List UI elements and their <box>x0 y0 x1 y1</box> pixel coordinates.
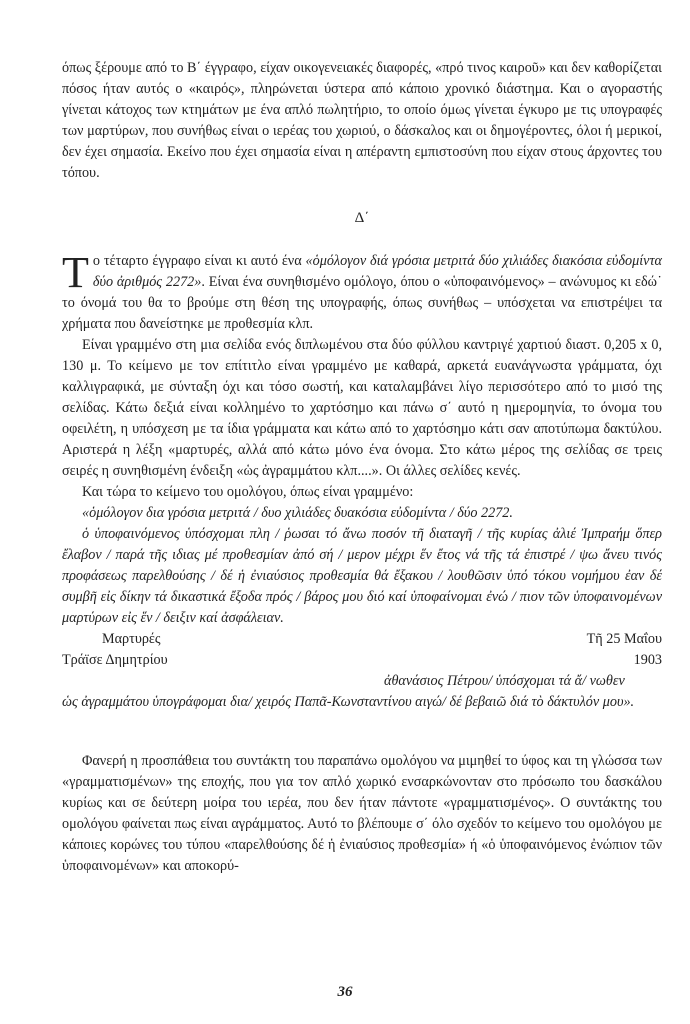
promissory-note-quote <box>62 503 662 713</box>
section-p1-quote: «ὁμόλογον διά γρόσια μετριτά δύο χιλιάδες διακόσια εὐδομίντα δύο ἀριθμός 2272» <box>92 253 662 290</box>
section-third-paragraph: Και τώρα το κείμενο του ομολόγου, όπως είναι γραμμένο: <box>82 484 414 500</box>
section-first-paragraph <box>62 248 662 335</box>
spacer <box>62 713 662 751</box>
section-heading: Δ΄ <box>354 210 370 226</box>
section-second-paragraph: Είναι γραμμένο στη μια σελίδα ενός διπλωμένου στα δύο φύλλου καντριγέ χαρτιού διαστ. 0,205 x 0, 130 μ. Το κείμενο με τον επίτιτλο είναι γραμμένο με καθαρά, αρκετά ευανάγνωστα γράμματα, όχι καλλιγραφικά, με σύνταξη όχι και τόσο σωστή, και καταλαμβάνει λίγο περισσότερο από το μισό της σελίδας. Κάτω δεξιά είναι κολλημένο το χαρτόσημο και πάνω σ΄ αυτό η ημερομηνία, το όνομα του οφειλέτη, η υπόσχεση με τα ίδια γράμματα και κάτω από το χαρτόσημο κάτι σαν αποτύπωμα δακτύλου. Αριστερά η λέξη «μαρτυρές, αλλά από κάτω μόνο ένα όνομα. Στο κάτω μέρος της σελίδας σε τρεις σειρές η συνηθισμένη ένδειξη «ὡς ἀγραμμάτου κλπ....». Οι άλλες σελίδες κενές. <box>62 337 662 479</box>
quote-body: ὁ ὑποφαινόμενος ὑπόσχομαι πλη / ῥωσαι τό ἄνω ποσόν τῆ διαταγῆ / τῆς κυρίας ἀλιέ Ἰμπραήμ ὅπερ ἔλαβον / παρά τῆς ιδιας μέ προθεσμίαν ἀπό σή / μερον μέχρι ἕν ἔτος νά τῆς τά ἐπιστρέ / ψω ἄνευ τινός προφάσεως παρελθούσης / δέ ἡ ἐνιαύσιος προθεσμία θά ἔξακου / λουθῶσιν ὑπό τόκου νομήμου ἐαν δέ συμβῆ εἰς δίκην τά δικαστικά ἔξοδα πρός / βάρος μου διό καί ὑποφαίνομαι ἐνώ / πιον τῶν ὑποφαινομένων μαρτύρων εἰς ἕν / δειξιν καί ἀσφάλειαν. <box>62 526 662 626</box>
drop-cap: Τ <box>62 248 89 297</box>
section-p1-end: . Είναι ένα συνηθισμένο ομόλογο, όπου ο «ὑποφαινόμενος» – ανώνυμος κι εδώ˙ το όνομά του θα το βρούμε στη θέση της υπογραφής, όπως συνήθως – υπόσχεται να επιστρέψει τα χρήματα που δανείστηκε με προθεσμία κλπ. <box>62 274 662 332</box>
page-number: 36 <box>337 984 353 1000</box>
signature-row-2 <box>62 650 662 671</box>
quote-title: «ὁμόλογον δια γρόσια μετριτά / δυο χιλιάδες δυακόσια εὐδομίντα / δύο 2272. <box>82 505 513 521</box>
witnesses-label: Μαρτυρές <box>102 631 161 647</box>
witness-name: Τράϊσε Δημητρίου <box>62 652 168 668</box>
document-page <box>62 58 662 877</box>
quote-closing: ὡς ἀγραμμάτου ὑπογράφομαι δια/ χειρός Παπᾶ-Κωνσταντίνου αιγώ/ δέ βεβαιῶ διά τὸ δάκτυλόν μου». <box>62 694 635 710</box>
closing-paragraph: Φανερή η προσπάθεια του συντάκτη του παραπάνω ομολόγου να μιμηθεί το ύφος και τη γλώσσα των «γραμματισμένων» της εποχής, που για τον απλό χωρικό ενσαρκώνονταν στο πρόσωπο του δασκάλου κυρίως και σε δεύτερη μοίρα του ιερέα, που δεν ήταν πάντοτε «γραμματισμένος». Ο συντάκτης του ομολόγου φαίνεται πως είναι αγράμματος. Αυτό το βλέπουμε σ΄ όλο σχεδόν το κείμενο του ομολόγου με κάποιες κορώνες του τύπου «παρελθούσης δέ ἡ ἐνιαύσιος προθεσμία» ή «ὁ ὑποφαινόμενος ἐνώπιον τῶν ὑποφαινομένων» και αποκορύ- <box>62 753 662 874</box>
debtor-signature: ἀθανάσιος Πέτρου/ ὑπόσχομαι τά ἄ/ νωθεν <box>384 673 625 689</box>
signature-row-1 <box>62 629 662 650</box>
signature-year: 1903 <box>633 652 662 668</box>
section-p1-start: ο τέταρτο έγγραφο είναι κι αυτό ένα <box>92 253 306 269</box>
signature-date: Τῆ 25 Μαΐου <box>586 631 662 647</box>
intro-paragraph: όπως ξέρουμε από το Β΄ έγγραφο, είχαν οικογενειακές διαφορές, «πρό τινος καιροῦ» και δεν καθορίζεται πόσος ήταν αυτός ο «καιρός», πληρώνεται ύστερα από κάποιο χρονικό διάστημα. Και ο αγοραστής γίνεται κάτοχος των κτημάτων με ένα απλό πωλητήριο, το οποίο όμως γίνεται έγκυρο με τις υπογραφές των μαρτύρων, που συνήθως είναι ο ιερέας του χωριού, ο δάσκαλος και οι δημογέροντες, όλοι ή μερικοί, δεν έχει σημασία. Εκείνο που έχει σημασία είναι η απέραντη εμπιστοσύνη που είχαν στους άρχοντες του τόπου. <box>62 60 662 181</box>
